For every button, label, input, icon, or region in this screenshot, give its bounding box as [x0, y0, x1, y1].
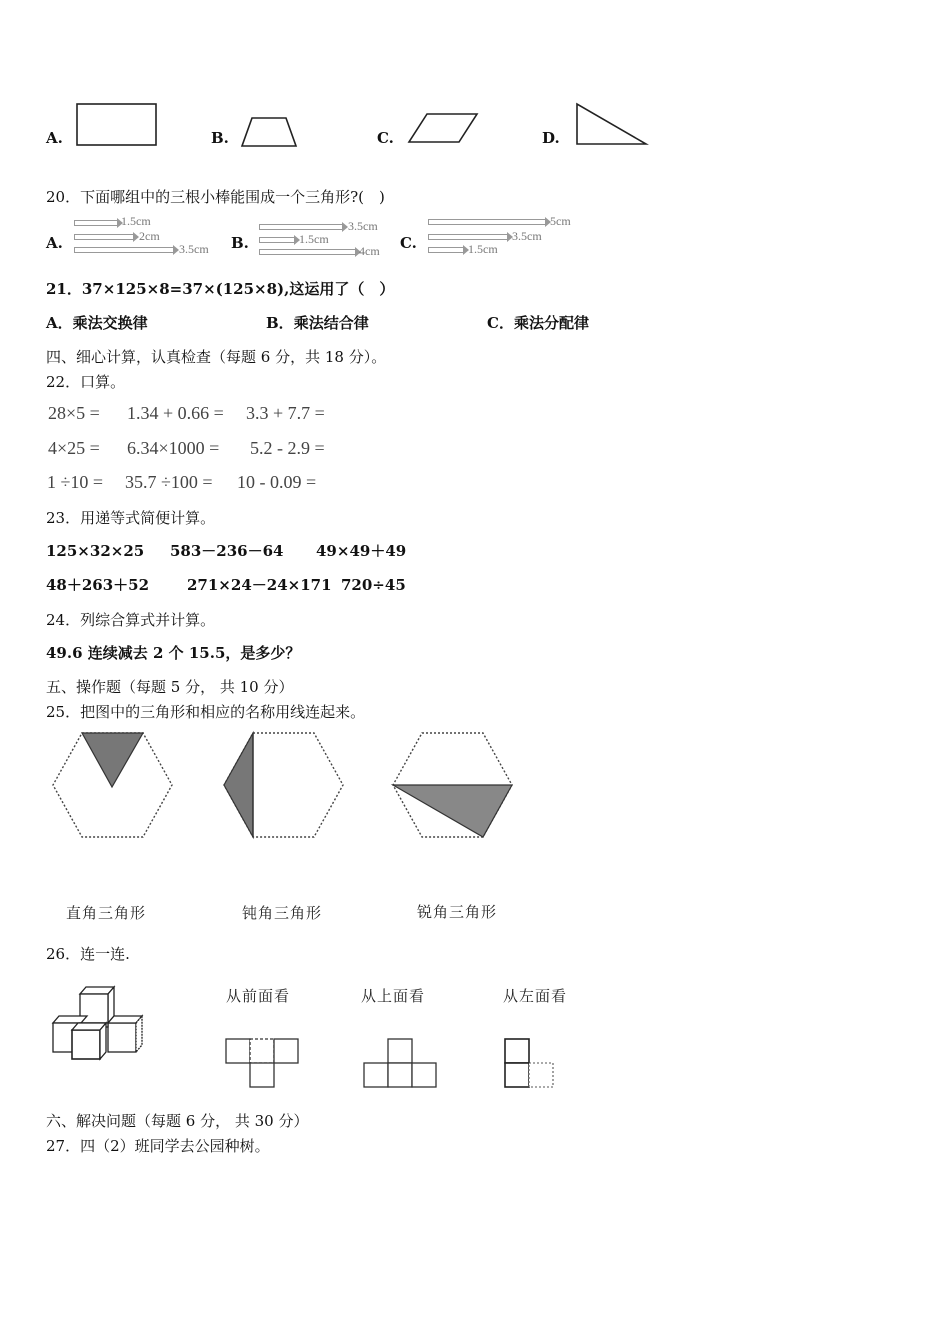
q27-title: 27．四（2）班同学去公园种树。 [46, 1137, 270, 1155]
q26-view-front[interactable]: 从前面看 [226, 987, 291, 1005]
q20-option-b-letter[interactable]: B. [231, 234, 249, 252]
q19-option-c-letter[interactable]: C. [377, 129, 394, 147]
q21-option-c-letter: C． [487, 314, 514, 332]
stick-label: 4cm [359, 244, 380, 258]
q23-item: 48＋263＋52 [46, 576, 150, 594]
q22-item: 1.34 + 0.66 = [127, 403, 224, 423]
q23-item: 271×24－24×171 [187, 576, 332, 594]
q23-title: 23．用递等式简便计算。 [46, 509, 216, 527]
view-shape-cross [224, 1037, 302, 1089]
q22-item: 6.34×1000 = [127, 438, 220, 458]
q24-question: 49.6 连续减去 2 个 15.5，是多少？ [46, 644, 301, 662]
stick [428, 247, 463, 253]
q23-item: 583－236－64 [170, 542, 284, 560]
q22-item: 10 - 0.09 = [237, 472, 317, 492]
q23-item: 720÷45 [341, 576, 406, 594]
q22-item: 1 ÷10 = [47, 472, 104, 492]
q19-option-d-letter[interactable]: D. [542, 129, 560, 147]
section5-title: 五、操作题（每题 5 分， 共 10 分） [46, 678, 294, 696]
q25-title: 25．把图中的三角形和相应的名称用线连起来。 [46, 703, 366, 721]
q22-item: 35.7 ÷100 = [125, 472, 213, 492]
stick-label: 1.5cm [468, 242, 498, 256]
q21-question: 21．37×125×8=37×(125×8),这运用了（ ） [46, 280, 395, 298]
q20-option-a-letter[interactable]: A. [46, 234, 63, 252]
stick [74, 247, 173, 253]
q21-option-c-text: 乘法分配律 [513, 314, 589, 332]
q25-label-acute-triangle[interactable]: 锐角三角形 [417, 903, 498, 921]
q24-title: 24．列综合算式并计算。 [46, 611, 216, 629]
hexagon-figure-1 [50, 730, 175, 840]
q22-item: 28×5 = [48, 403, 100, 423]
q21-option-c[interactable] [487, 313, 589, 333]
q21-option-a-text: 乘法交换律 [72, 314, 148, 332]
q26-view-top[interactable]: 从上面看 [361, 987, 426, 1005]
q21-option-a[interactable] [46, 313, 148, 333]
q26-view-left[interactable]: 从左面看 [503, 987, 568, 1005]
stick-label: 3.5cm [179, 242, 209, 256]
stick [74, 220, 117, 226]
q20-question: 20．下面哪组中的三根小棒能围成一个三角形?( ) [46, 188, 385, 206]
q20-option-c-letter[interactable]: C. [400, 234, 417, 252]
trapezoid-icon [240, 116, 298, 148]
q21-option-a-letter: A． [46, 314, 73, 332]
q25-label-obtuse-triangle[interactable]: 钝角三角形 [242, 904, 323, 922]
right-triangle-icon [574, 102, 650, 146]
stick [259, 249, 355, 255]
q23-item: 49×49＋49 [316, 542, 407, 560]
stick [428, 219, 545, 225]
cube-stack-figure [50, 983, 150, 1063]
stick-label: 5cm [550, 214, 571, 228]
stick-label: 3.5cm [348, 219, 378, 233]
q22-item: 3.3 + 7.7 = [246, 403, 325, 423]
q19-option-a-letter[interactable]: A. [46, 129, 63, 147]
section4-title: 四、细心计算，认真检查（每题 6 分，共 18 分）。 [46, 348, 387, 366]
stick [259, 237, 294, 243]
q23-item: 125×32×25 [46, 542, 145, 560]
q22-item: 4×25 = [48, 438, 100, 458]
q22-title: 22．口算。 [46, 373, 126, 391]
rectangle-icon [76, 102, 158, 146]
q25-label-right-triangle[interactable]: 直角三角形 [66, 904, 147, 922]
stick-label: 1.5cm [299, 232, 329, 246]
q26-title: 26．连一连. [46, 945, 130, 963]
q22-item: 5.2 - 2.9 = [250, 438, 325, 458]
q21-option-b-letter: B． [266, 314, 294, 332]
hexagon-figure-2 [221, 730, 346, 840]
hexagon-figure-3 [390, 730, 515, 840]
section6-title: 六、解决问题（每题 6 分， 共 30 分） [46, 1112, 309, 1130]
stick [74, 234, 133, 240]
q21-option-b-text: 乘法结合律 [293, 314, 369, 332]
view-shape-t [362, 1037, 440, 1089]
stick-label: 2cm [139, 229, 160, 243]
q19-option-b-letter[interactable]: B. [211, 129, 229, 147]
stick-label: 1.5cm [121, 214, 151, 228]
parallelogram-icon [407, 112, 479, 144]
stick [428, 234, 507, 240]
q21-option-b[interactable] [266, 313, 369, 333]
stick [259, 224, 342, 230]
stick-label: 3.5cm [512, 229, 542, 243]
view-shape-l [503, 1037, 557, 1089]
